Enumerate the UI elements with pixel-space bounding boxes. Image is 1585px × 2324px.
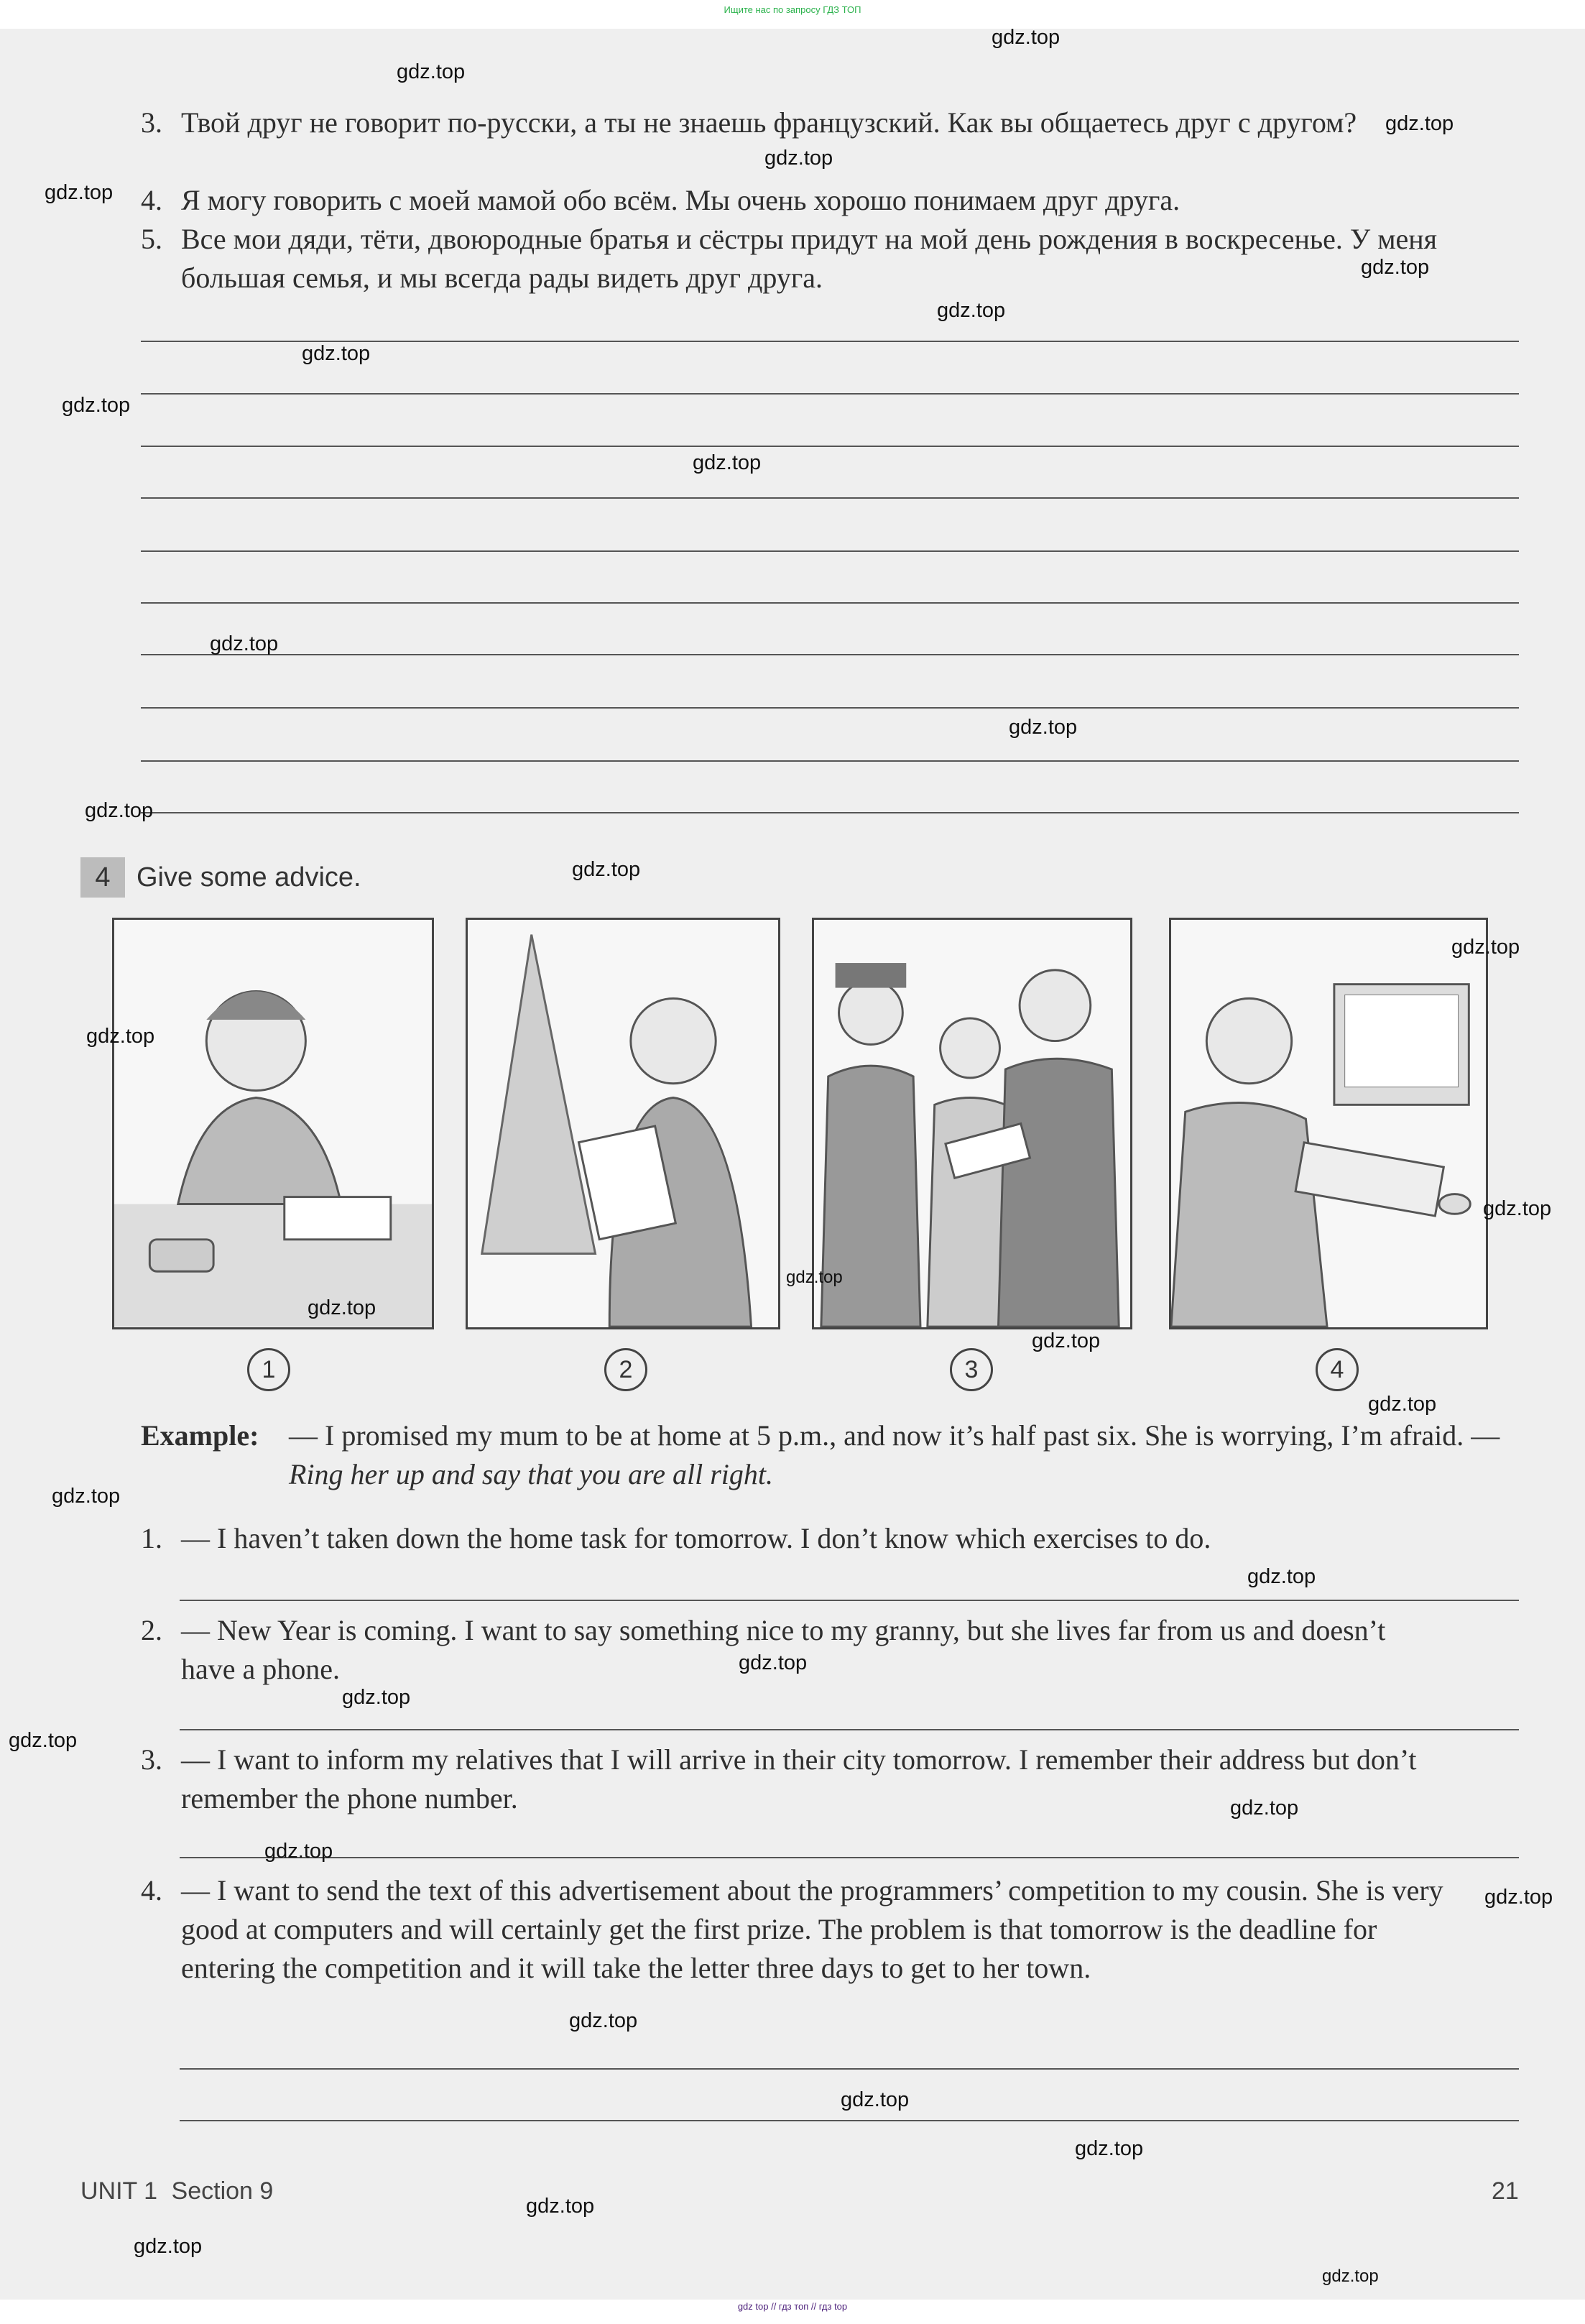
item-number: 2.: [141, 1614, 162, 1646]
watermark: gdz.top: [397, 60, 466, 83]
answer-line[interactable]: [180, 1600, 1519, 1601]
item-text: — I want to inform my relatives that I will arrive in their city tomorrow. I remember their address but don’t remember the phone number.: [181, 1743, 1417, 1815]
section-label: Section 9: [171, 2177, 274, 2205]
example-body: [141, 1416, 1506, 1494]
item-number: 3.: [141, 106, 162, 139]
item-text: Я могу говорить с моей мамой обо всём. Мы очень хорошо понимаем друг друга.: [181, 184, 1180, 216]
picture-number-4: 4: [1316, 1348, 1359, 1391]
example-label: Example:: [141, 1419, 259, 1452]
task-4-heading: [80, 857, 361, 898]
watermark: gdz.top: [1247, 1565, 1316, 1588]
watermark: gdz.top: [841, 2088, 910, 2111]
answer-line[interactable]: [141, 654, 1519, 655]
picture-boy-at-desk: [112, 918, 434, 1329]
watermark: gdz.top: [693, 451, 762, 474]
watermark: gdz.top: [1230, 1797, 1299, 1820]
item-text: Все мои дяди, тёти, двоюродные братья и сёстры придут на мой день рождения в воскресенье. У меня большая семья, и мы всегда рады видеть друг друга.: [181, 223, 1438, 294]
watermark: gdz.top: [764, 147, 833, 170]
watermark: gdz.top: [526, 2195, 595, 2218]
unit-label: UNIT 1: [80, 2177, 158, 2205]
answer-line[interactable]: [141, 707, 1519, 709]
example-answer: Ring her up and say that you are all right.: [289, 1458, 774, 1490]
watermark: gdz.top: [1483, 1197, 1552, 1220]
top-banner[interactable]: Ищите нас по запросу ГДЗ ТОП: [724, 4, 861, 15]
answer-line[interactable]: [141, 497, 1519, 499]
footer-unit: [80, 2177, 273, 2205]
watermark: gdz.top: [1451, 936, 1520, 959]
answer-line[interactable]: [180, 2120, 1519, 2121]
watermark: gdz.top: [1368, 1393, 1437, 1416]
watermark: gdz.top: [308, 1296, 376, 1319]
picture-number-3: 3: [950, 1348, 993, 1391]
answer-line[interactable]: [141, 760, 1519, 762]
picture-telegram-delivery: [812, 918, 1132, 1329]
example-text: — I promised my mum to be at home at 5 p.m., and now it’s half past six. She is worrying, I’m afraid. —: [289, 1419, 1500, 1452]
watermark: gdz.top: [210, 632, 279, 655]
item-number: 5.: [141, 223, 162, 255]
watermark: gdz.top: [85, 799, 154, 822]
watermark: gdz.top: [62, 394, 131, 417]
watermark: gdz.top: [1075, 2137, 1144, 2160]
watermark: gdz.top: [937, 299, 1006, 322]
watermark: gdz.top: [342, 1686, 411, 1709]
watermark: gdz.top: [992, 26, 1060, 49]
watermark: gdz.top: [1361, 256, 1430, 279]
picture-boy-at-computer: [1169, 918, 1488, 1329]
item-text: — I want to send the text of this advertisement about the programmers’ competition to my cousin. She is very good at computers and will certainly get the first prize. The problem is that tomorrow is the deadline for entering the competition and it will take the letter three days to get to her town.: [181, 1874, 1443, 1984]
item-text: — I haven’t taken down the home task for tomorrow. I don’t know which exercises to do.: [181, 1522, 1211, 1554]
item-text: Твой друг не говорит по-русски, а ты не знаешь французский. Как вы общаетесь друг с другом?: [181, 106, 1357, 139]
task-number: 4: [80, 857, 125, 898]
item-text: — New Year is coming. I want to say something nice to my granny, but she lives far from us and doesn’t have a phone.: [181, 1614, 1386, 1685]
watermark: gdz.top: [1322, 2267, 1379, 2286]
task-title: Give some advice.: [137, 862, 361, 893]
watermark: gdz.top: [1484, 1886, 1553, 1909]
watermark: gdz.top: [1009, 716, 1078, 739]
watermark: gdz.top: [302, 342, 371, 365]
watermark: gdz.top: [86, 1025, 155, 1048]
item-number: 1.: [141, 1522, 162, 1554]
picture-number-1: 1: [247, 1348, 290, 1391]
answer-line[interactable]: [141, 602, 1519, 604]
item-number: 4.: [141, 184, 162, 216]
picture-granny-with-card: [466, 918, 780, 1329]
answer-line[interactable]: [141, 550, 1519, 552]
watermark: gdz.top: [572, 858, 641, 881]
watermark: gdz.top: [264, 1840, 333, 1863]
answer-line[interactable]: [180, 1857, 1519, 1858]
watermark: gdz.top: [134, 2235, 203, 2258]
example: [141, 1416, 1506, 1494]
picture-number-2: 2: [604, 1348, 647, 1391]
watermark: gdz.top: [1385, 112, 1454, 135]
answer-line[interactable]: [141, 812, 1519, 813]
watermark: gdz.top: [786, 1268, 843, 1287]
watermark: gdz.top: [569, 2009, 638, 2032]
watermark: gdz.top: [739, 1651, 808, 1674]
answer-line[interactable]: [180, 2068, 1519, 2070]
answer-line[interactable]: [141, 393, 1519, 395]
watermark: gdz.top: [1032, 1329, 1101, 1352]
page-number: 21: [1492, 2177, 1519, 2205]
watermark: gdz.top: [52, 1485, 121, 1508]
watermark: gdz.top: [9, 1729, 78, 1752]
bottom-banner[interactable]: gdz top // гдз топ // гдз top: [737, 2301, 848, 2312]
answer-line[interactable]: [141, 446, 1519, 447]
watermark: gdz.top: [45, 181, 114, 204]
item-number: 3.: [141, 1743, 162, 1776]
item-number: 4.: [141, 1874, 162, 1906]
answer-line[interactable]: [180, 1729, 1519, 1730]
